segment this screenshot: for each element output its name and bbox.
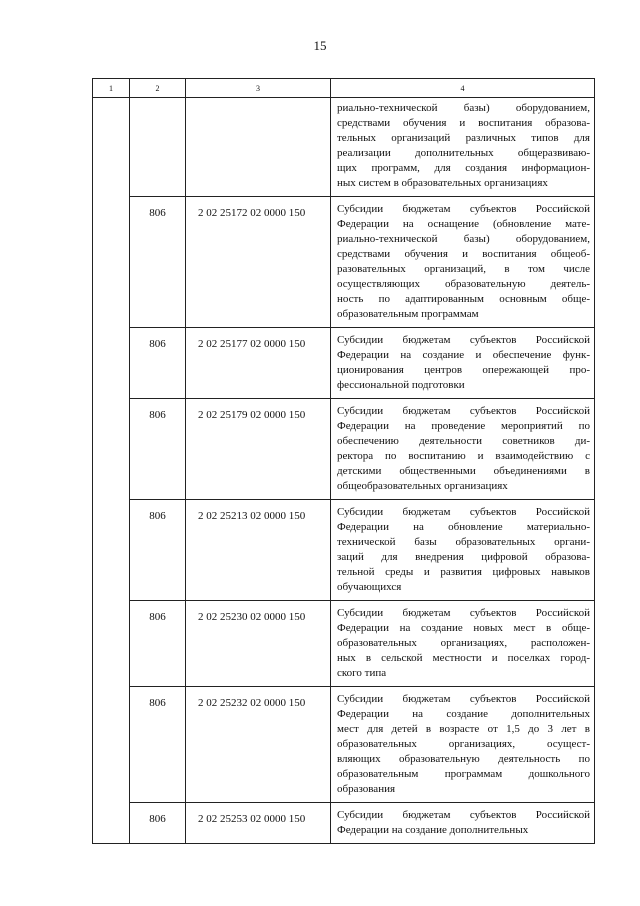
description-line: образовательных организациях, расположен-: [337, 637, 590, 649]
description-line: образовательным программам дошкольного: [337, 768, 590, 780]
description-line: Субсидии бюджетам субъектов Российской: [337, 693, 590, 705]
budget-code-cell: 2 02 25232 02 0000 150: [186, 687, 331, 803]
table-row: [93, 399, 595, 500]
budget-code-cell: 2 02 25177 02 0000 150: [186, 328, 331, 399]
description-line: разовательных организаций, в том числе: [337, 263, 590, 275]
admin-code-cell: 806: [130, 687, 186, 803]
description-line: Федерации на создание и обеспечение функ-: [337, 349, 590, 361]
description-line: средствами обучения и воспитания образова-: [337, 117, 590, 129]
description-line: ректора по воспитанию и взаимодействию с: [337, 450, 590, 462]
description-line: Федерации на обновление материально-: [337, 521, 590, 533]
description-line: тельной среды и развития цифровых навыков: [337, 566, 590, 578]
admin-code-cell: 806: [130, 500, 186, 601]
budget-code-cell: 2 02 25213 02 0000 150: [186, 500, 331, 601]
description-line: осуществляющих образовательную деятель-: [337, 278, 590, 290]
description-line: Субсидии бюджетам субъектов Российской: [337, 334, 590, 346]
description-line: Субсидии бюджетам субъектов Российской: [337, 607, 590, 619]
description-line: Федерации на проведение мероприятий по: [337, 420, 590, 432]
description-cell: [331, 98, 595, 197]
description-line: технической базы образовательных органи-: [337, 536, 590, 548]
table-row: [93, 687, 595, 803]
description-line: щих программ, для создания информацион-: [337, 162, 590, 174]
description-line: мест для детей в возрасте от 1,5 до 3 лет в: [337, 723, 590, 735]
table-row: [93, 803, 595, 844]
table-header-row: [93, 79, 595, 98]
description-line: ционирования центров опережающей про-: [337, 364, 590, 376]
admin-code-cell: 806: [130, 197, 186, 328]
description-line: Субсидии бюджетам субъектов Российской: [337, 203, 590, 215]
description-line: образовательным программам: [337, 308, 479, 320]
description-line: образовательных организациях, осущест-: [337, 738, 590, 750]
column-header: 1: [93, 79, 130, 98]
description-line: Федерации на создание дополнительных: [337, 824, 529, 836]
description-line: Субсидии бюджетам субъектов Российской: [337, 506, 590, 518]
description-line: вляющих образовательную деятельность по: [337, 753, 590, 765]
description-cell: [331, 601, 595, 687]
budget-code-cell: [186, 98, 331, 197]
description-line: риально-технической базы) оборудованием,: [337, 233, 590, 245]
column-1-cell: [93, 98, 130, 844]
description-line: образования: [337, 783, 396, 795]
description-line: Субсидии бюджетам субъектов Российской: [337, 809, 590, 821]
admin-code-cell: 806: [130, 803, 186, 844]
table-row: [93, 98, 595, 197]
budget-code-cell: 2 02 25172 02 0000 150: [186, 197, 331, 328]
admin-code-cell: 806: [130, 328, 186, 399]
budget-code-cell: 2 02 25253 02 0000 150: [186, 803, 331, 844]
admin-code-cell: [130, 98, 186, 197]
description-line: тельных организаций различных типов для: [337, 132, 590, 144]
description-line: общеобразовательных организациях: [337, 480, 508, 492]
page-number: 15: [313, 38, 327, 53]
description-line: реализации дополнительных общеразвиваю-: [337, 147, 590, 159]
description-cell: [331, 399, 595, 500]
description-line: детскими общественными объединениями в: [337, 465, 590, 477]
admin-code-cell: 806: [130, 601, 186, 687]
description-line: обучающихся: [337, 581, 402, 593]
description-cell: [331, 687, 595, 803]
description-line: Федерации на оснащение (обновление мате-: [337, 218, 590, 230]
description-line: риально-технической базы) оборудованием,: [337, 102, 590, 114]
description-line: фессиональной подготовки: [337, 379, 465, 391]
table-row: [93, 500, 595, 601]
budget-table: [92, 78, 595, 844]
description-line: средствами обучения и воспитания общеоб-: [337, 248, 590, 260]
description-line: ского типа: [337, 667, 387, 679]
description-line: ных систем в образовательных организациях: [337, 177, 548, 189]
description-cell: [331, 803, 595, 844]
budget-code-cell: 2 02 25230 02 0000 150: [186, 601, 331, 687]
description-line: Федерации на создание дополнительных: [337, 708, 590, 720]
description-line: заций для внедрения цифровой образова-: [337, 551, 590, 563]
description-cell: [331, 500, 595, 601]
admin-code-cell: 806: [130, 399, 186, 500]
description-line: ность по адаптированным основным обще-: [337, 293, 590, 305]
table-row: [93, 197, 595, 328]
column-header: 2: [130, 79, 186, 98]
description-line: обеспечению деятельности советников ди-: [337, 435, 590, 447]
description-line: Федерации на создание новых мест в обще-: [337, 622, 590, 634]
budget-code-cell: 2 02 25179 02 0000 150: [186, 399, 331, 500]
description-cell: [331, 328, 595, 399]
description-cell: [331, 197, 595, 328]
column-header: 3: [186, 79, 331, 98]
table-row: [93, 328, 595, 399]
column-header: 4: [331, 79, 595, 98]
description-line: Субсидии бюджетам субъектов Российской: [337, 405, 590, 417]
description-line: ных в сельской местности и поселках город-: [337, 652, 590, 664]
table-row: [93, 601, 595, 687]
